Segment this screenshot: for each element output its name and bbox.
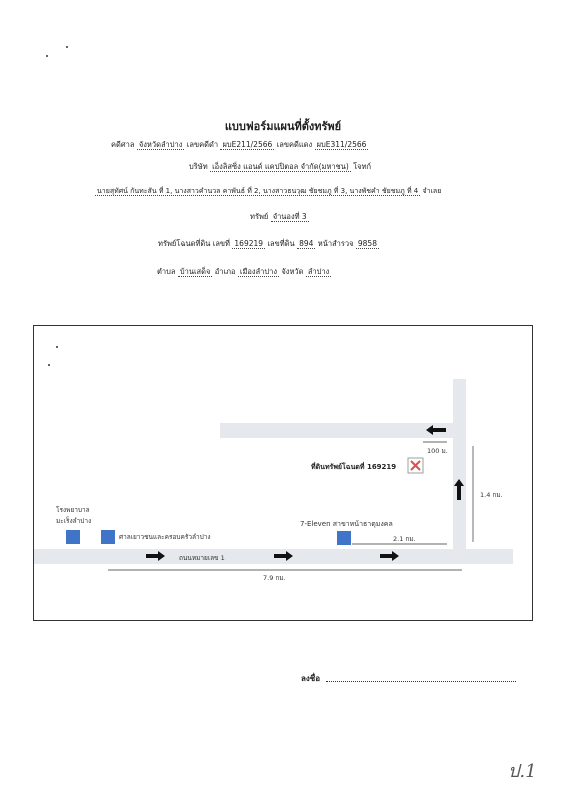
land-no-label: เลขที่ดิน bbox=[267, 239, 295, 248]
site-label: ที่ดินทรัพย์โฉนดที่ 169219 bbox=[311, 463, 397, 471]
site-x-icon bbox=[408, 458, 423, 473]
subdistrict-label: ตำบล bbox=[157, 267, 176, 276]
court-value: จังหวัดลำปาง bbox=[138, 140, 183, 149]
survey-label: หน้าสำรวจ bbox=[317, 239, 354, 248]
plaintiff-line bbox=[189, 161, 371, 173]
province-value: ลำปาง bbox=[307, 267, 330, 276]
dist-main-label: 7.9 กม. bbox=[263, 574, 286, 582]
dist-top-label: 100 ม. bbox=[427, 447, 448, 455]
deed-value: 169219 bbox=[234, 239, 264, 248]
defendants-suffix: จำเลย bbox=[422, 187, 442, 195]
court-line bbox=[111, 139, 368, 151]
dist-seven-label: 2.1 กม. bbox=[393, 535, 416, 543]
case-no-value: ผบE211/2566 bbox=[222, 140, 273, 149]
map-lines bbox=[34, 326, 534, 622]
deed-label: ทรัพย์โฉนดที่ดิน เลขที่ bbox=[158, 239, 231, 248]
district-label: อำเภอ bbox=[214, 267, 236, 276]
dist-vertical-label: 1.4 กม. bbox=[480, 491, 503, 499]
shrine-label: ศาลเยาวชนและครอบครัวลำปาง bbox=[119, 533, 211, 541]
scan-speck bbox=[66, 46, 68, 48]
location-line bbox=[157, 266, 331, 278]
scan-speck bbox=[46, 55, 48, 57]
left-arrow-icon bbox=[426, 425, 446, 435]
court-label: คดีศาล bbox=[111, 140, 135, 149]
red-case-value: ผบE311/2566 bbox=[316, 140, 367, 149]
page-title: แบบฟอร์มแผนที่ตั้งทรัพย์ bbox=[224, 120, 342, 133]
hospital-label-1: โรงพยาบาล bbox=[56, 506, 90, 514]
plaintiff-suffix: โจทก์ bbox=[353, 162, 372, 171]
red-case-label: เลขคดีแดง bbox=[276, 140, 313, 149]
right-arrow-icon bbox=[146, 551, 165, 561]
right-arrow-icon bbox=[274, 551, 293, 561]
defendants-value: นายสุทัศน์ กันทะสัน ที่ 1, นางสาวคำนวล คาพันธ์ ที่ 2, นางสาวธนวุฒ ชัยชมภู ที่ 3, นางพัชคำ ชัยชมภู ที่ 4 bbox=[97, 187, 419, 195]
deed-line bbox=[158, 238, 379, 250]
right-arrow-icon bbox=[380, 551, 399, 561]
defendants-line bbox=[95, 186, 441, 197]
signature-label: ลงชื่อ bbox=[301, 674, 321, 683]
seven-eleven-label: 7-Eleven สาขาหน้าธาตุมงคล bbox=[300, 520, 393, 528]
district-value: เมืองลำปาง bbox=[239, 267, 277, 276]
plaintiff-prefix: บริษัท bbox=[189, 162, 208, 171]
asset-label: ทรัพย์ bbox=[250, 212, 269, 221]
up-arrow-icon bbox=[454, 479, 464, 500]
hand-note: ป.1 bbox=[508, 761, 537, 782]
subdistrict-value: บ้านเสด็จ bbox=[179, 267, 211, 276]
main-road-label: ถนนหมายเลข 1 bbox=[179, 554, 225, 562]
asset-value: จำนองที่ 3 bbox=[272, 212, 307, 221]
hospital-label-2: มะเร็งลำปาง bbox=[56, 517, 92, 525]
map-box bbox=[33, 325, 533, 621]
survey-value: 9858 bbox=[357, 239, 377, 248]
case-no-label: เลขคดีดำ bbox=[186, 140, 219, 149]
signature-line bbox=[326, 681, 516, 682]
plaintiff-value: เอ็งลิสซิ่ง แอนด์ แคปปิตอล จำกัด(มหาชน) bbox=[212, 162, 349, 171]
asset-line bbox=[250, 211, 309, 223]
province-label: จังหวัด bbox=[281, 267, 304, 276]
land-no-value: 894 bbox=[299, 239, 314, 248]
